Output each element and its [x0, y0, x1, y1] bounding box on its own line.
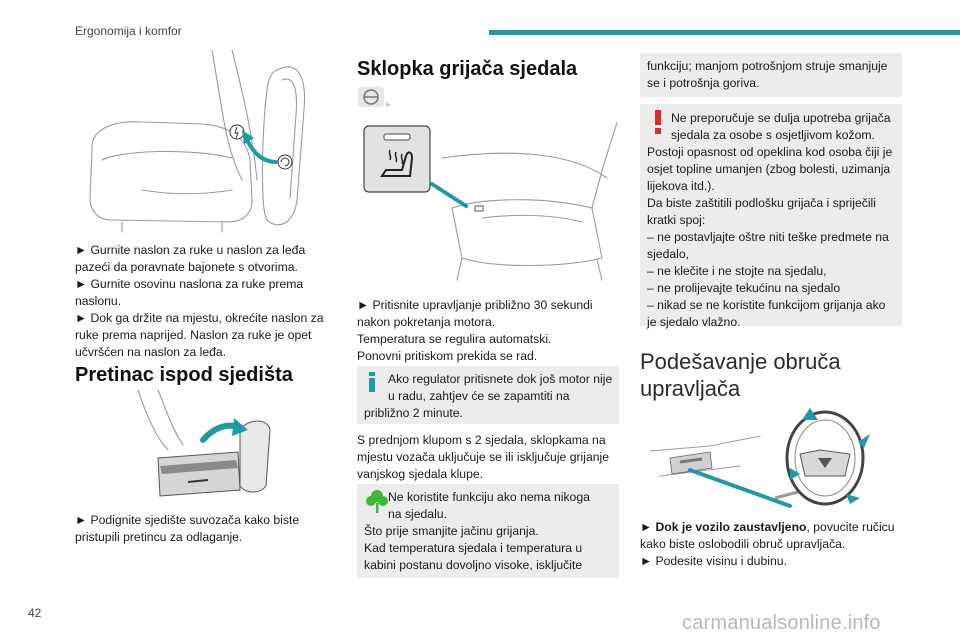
storage-heading: Pretinac ispod sjedišta: [75, 364, 293, 386]
armrest-illustration: [82, 50, 320, 235]
seat-heating-instructions: ► Pritisnite upravljanje približno 30 sekundi nakon pokretanja motora. Temperatura se regulira automatski. Ponovni pritiskom prekida se rad.: [357, 298, 593, 363]
header-accent-bar: [489, 30, 960, 35]
steering-adjustment-illustration: [650, 406, 900, 512]
steering-wheel-heading: Podešavanje obruča upravljača: [640, 349, 841, 401]
section-title: Ergonomija i komfor: [75, 24, 182, 38]
page-number: 42: [28, 606, 42, 620]
storage-drawer-illustration: [128, 390, 278, 502]
storage-instructions: ► Podignite sjedište suvozača kako biste pristupili pretincu za odlaganje.: [75, 513, 300, 544]
eco-note-text: Ne koristite funkciju ako nema nikoga na sjedalu. Što prije smanjite jačinu grijanja. Kad temperatura sjedala i temperatura u kabini postanu dovoljno visoke, isključite: [364, 490, 590, 572]
seat-heating-heading: Sklopka grijača sjedala: [357, 58, 578, 80]
watermark: carmanualsonline.info: [682, 612, 881, 634]
seat-heating-illustration: [362, 118, 620, 286]
eco-note-continuation-text: funkciju; manjom potrošnjom struje smanjuje se i potrošnja goriva.: [647, 59, 888, 90]
bench-seat-text: S prednjom klupom s 2 sjedala, sklopkama na mjestu vozača uključuje se ili isključuje grijanje vanjskog sjedala klupe.: [357, 433, 609, 481]
steering-step-1: ► Dok je vozilo zaustavljeno, povucite ručicu kako biste oslobodili obruč upravljača. ► Podesite visinu i dubinu.: [640, 520, 895, 568]
steering-wheel-pictogram-icon: [357, 86, 391, 108]
warning-note-text: Ne preporučuje se dulja upotreba grijača sjedala za osobe s osjetljivom kožom. Postoji opasnost od opeklina kod osoba čiji je osjet topline umanjen (zbog bolesti, uzimanja lijekova itd.). Da biste zaštitili podlošku grijača i spriječili kratki spoj: – ne postavljajte oštre niti teške predmete na sjedalo, – ne klečite i ne stojte na sjedalu, – ne prolijevajte tekućinu na sjedalo – nikad se ne koristite funkcijom grijanja ako je sjedalo vlažno.: [647, 111, 893, 329]
armrest-instructions: ► Gurnite naslon za ruke u naslon za leđa pazeći da poravnate bajonete s otvorima. ► Gurnite osovinu naslona za ruke prema naslonu. ► Dok ga držite na mjestu, okrećite naslon za ruke prema naprijed. Naslon za ruke je opet učvršćen na naslon za leđa.: [75, 243, 324, 359]
info-note-text: Ako regulator pritisnete dok još motor nije u radu, zahtjev će se zapamtiti na približno 2 minute.: [364, 372, 613, 420]
